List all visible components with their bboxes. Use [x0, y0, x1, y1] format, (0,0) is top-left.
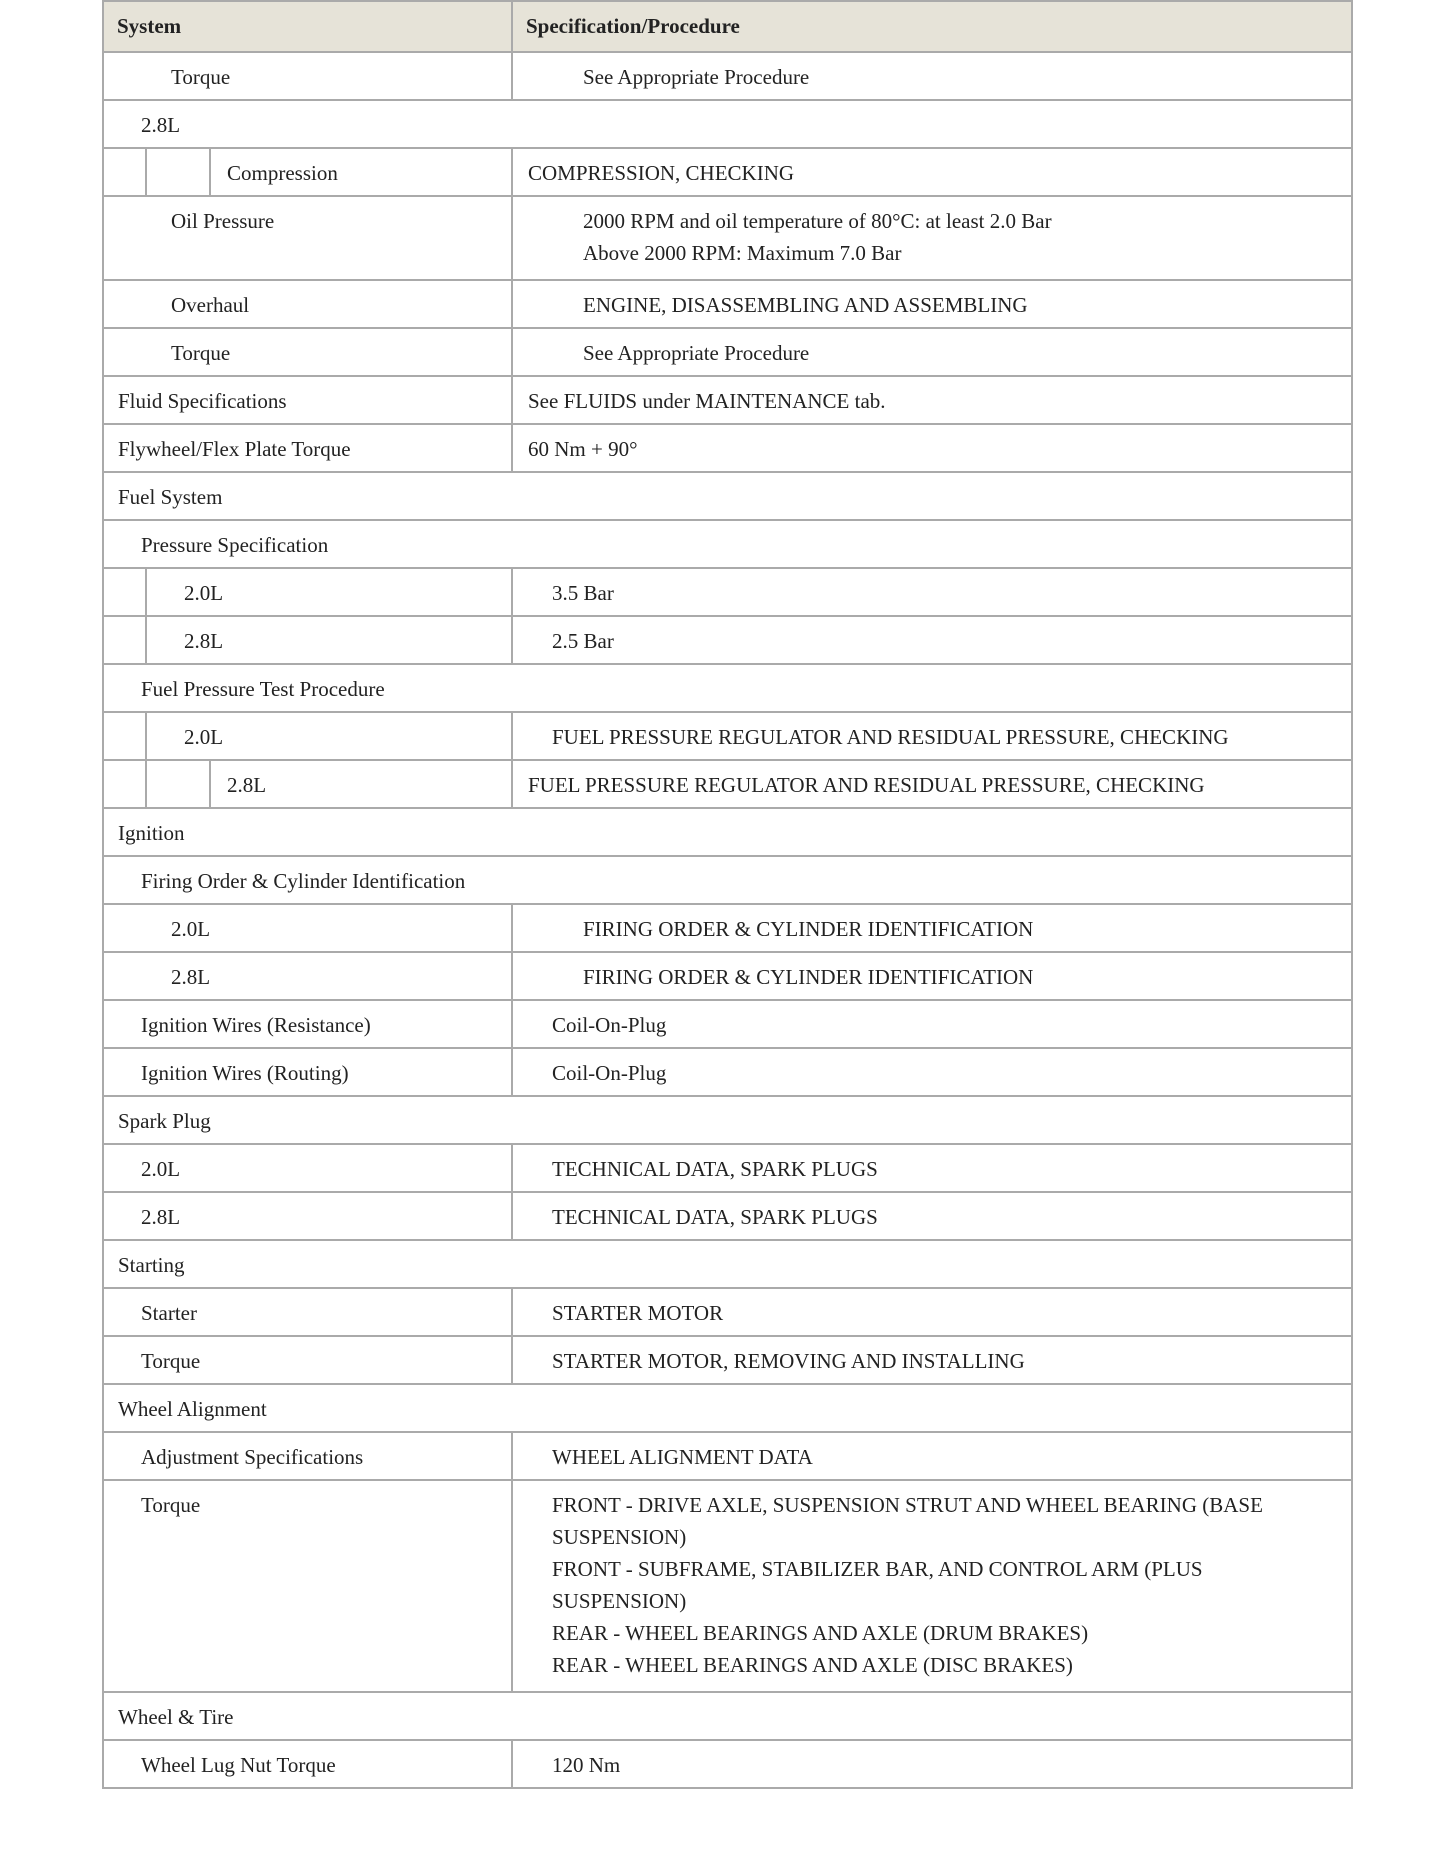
specification-text: REAR - WHEEL BEARINGS AND AXLE (DRUM BRAKES): [552, 1621, 1089, 1645]
specification-cell: [512, 148, 1352, 196]
specification-table: [102, 0, 1353, 1789]
system-label: 2.0L: [184, 725, 224, 749]
system-cell: [103, 1740, 512, 1788]
specification-text: FIRING ORDER & CYLINDER IDENTIFICATION: [583, 965, 1034, 989]
system-cell: [103, 376, 512, 424]
section-cell: [103, 1240, 1352, 1288]
specification-cell: [512, 1144, 1352, 1192]
specification-cell: [512, 952, 1352, 1000]
indent-box: [104, 761, 147, 807]
specification-cell: [512, 1336, 1352, 1384]
table-row: [103, 760, 1352, 808]
table-row: [103, 376, 1352, 424]
system-label: Flywheel/Flex Plate Torque: [118, 437, 351, 461]
table-header-row: [103, 1, 1352, 52]
table-row: [103, 616, 1352, 664]
system-cell: [103, 1048, 512, 1096]
system-cell: [103, 52, 512, 100]
section-label: Firing Order & Cylinder Identification: [141, 869, 466, 893]
specification-cell: [512, 1192, 1352, 1240]
specification-cell: [512, 1740, 1352, 1788]
section-label: Wheel Alignment: [118, 1397, 267, 1421]
specification-cell: [512, 424, 1352, 472]
specification-cell: [512, 904, 1352, 952]
section-cell: [103, 808, 1352, 856]
specification-text: 3.5 Bar: [552, 581, 614, 605]
system-label: Wheel Lug Nut Torque: [141, 1753, 336, 1777]
table-row: [103, 568, 1352, 616]
table-row: [103, 1432, 1352, 1480]
header-specification: Specification/Procedure: [512, 1, 1352, 52]
indent-box: [104, 617, 147, 663]
specification-cell: [512, 52, 1352, 100]
specification-text: 120 Nm: [552, 1753, 621, 1777]
table-row: [103, 1480, 1352, 1692]
system-cell: [103, 904, 512, 952]
specification-text: STARTER MOTOR, REMOVING AND INSTALLING: [552, 1349, 1025, 1373]
system-label: Ignition Wires (Resistance): [141, 1013, 371, 1037]
system-cell: [103, 568, 512, 616]
specification-text: 60 Nm + 90°: [528, 437, 638, 461]
system-cell: [103, 1432, 512, 1480]
section-label: Pressure Specification: [141, 533, 329, 557]
specification-text: REAR - WHEEL BEARINGS AND AXLE (DISC BRAKES): [552, 1653, 1073, 1677]
section-cell: [103, 856, 1352, 904]
table-row: [103, 424, 1352, 472]
section-label: Starting: [118, 1253, 185, 1277]
system-label: Fluid Specifications: [118, 389, 287, 413]
specification-text: Above 2000 RPM: Maximum 7.0 Bar: [583, 241, 902, 265]
specification-cell: [512, 1432, 1352, 1480]
specification-cell: [512, 280, 1352, 328]
system-label: 2.0L: [184, 581, 224, 605]
specification-text: Coil-On-Plug: [552, 1013, 667, 1037]
system-label: Adjustment Specifications: [141, 1445, 364, 1469]
section-row: [103, 1096, 1352, 1144]
table-row: [103, 1336, 1352, 1384]
section-cell: [103, 520, 1352, 568]
system-label: 2.8L: [227, 773, 267, 797]
specification-text: See FLUIDS under MAINTENANCE tab.: [528, 389, 886, 413]
specification-text: FIRING ORDER & CYLINDER IDENTIFICATION: [583, 917, 1034, 941]
table-row: [103, 280, 1352, 328]
section-row: [103, 1240, 1352, 1288]
system-cell: [103, 616, 512, 664]
system-cell: [103, 1144, 512, 1192]
section-label: 2.8L: [141, 113, 181, 137]
system-label: 2.0L: [141, 1157, 181, 1181]
table-row: [103, 1192, 1352, 1240]
section-cell: [103, 1096, 1352, 1144]
system-cell: [103, 196, 512, 280]
system-cell: [103, 760, 512, 808]
section-label: Ignition: [118, 821, 185, 845]
specification-text: ENGINE, DISASSEMBLING AND ASSEMBLING: [583, 293, 1028, 317]
system-label: Overhaul: [171, 293, 250, 317]
table-row: [103, 1144, 1352, 1192]
system-label: Compression: [227, 161, 338, 185]
system-cell: [103, 1192, 512, 1240]
specification-cell: [512, 760, 1352, 808]
section-cell: [103, 472, 1352, 520]
system-cell: [103, 712, 512, 760]
specification-cell: [512, 1480, 1352, 1692]
system-cell: [103, 1000, 512, 1048]
table-row: [103, 1000, 1352, 1048]
section-cell: [103, 1692, 1352, 1740]
system-cell: [103, 280, 512, 328]
section-cell: [103, 100, 1352, 148]
table-row: [103, 1048, 1352, 1096]
system-label: Ignition Wires (Routing): [141, 1061, 349, 1085]
specification-cell: [512, 712, 1352, 760]
specification-text: See Appropriate Procedure: [583, 65, 810, 89]
table-row: [103, 904, 1352, 952]
system-label: Torque: [171, 65, 231, 89]
system-cell: [103, 952, 512, 1000]
specification-cell: [512, 1288, 1352, 1336]
specification-text: STARTER MOTOR: [552, 1301, 724, 1325]
system-cell: [103, 1336, 512, 1384]
system-label: Torque: [141, 1349, 201, 1373]
indent-box: [147, 149, 211, 195]
specification-text: TECHNICAL DATA, SPARK PLUGS: [552, 1205, 878, 1229]
system-label: Torque: [141, 1493, 201, 1517]
section-row: [103, 1692, 1352, 1740]
specification-cell: [512, 376, 1352, 424]
table-row: [103, 328, 1352, 376]
system-label: 2.8L: [171, 965, 211, 989]
specification-text: 2000 RPM and oil temperature of 80°C: at least 2.0 Bar: [583, 209, 1052, 233]
specification-text: FUEL PRESSURE REGULATOR AND RESIDUAL PRESSURE, CHECKING: [552, 725, 1229, 749]
system-cell: [103, 1288, 512, 1336]
specification-text: FRONT - SUBFRAME, STABILIZER BAR, AND CONTROL ARM (PLUS SUSPENSION): [552, 1557, 1203, 1613]
system-label: Torque: [171, 341, 231, 365]
system-label: Starter: [141, 1301, 197, 1325]
section-row: [103, 856, 1352, 904]
section-label: Spark Plug: [118, 1109, 211, 1133]
section-cell: [103, 1384, 1352, 1432]
indent-box: [147, 761, 211, 807]
system-label: 2.0L: [171, 917, 211, 941]
section-cell: [103, 664, 1352, 712]
section-row: [103, 664, 1352, 712]
specification-cell: [512, 196, 1352, 280]
specification-text: WHEEL ALIGNMENT DATA: [552, 1445, 813, 1469]
specification-text: See Appropriate Procedure: [583, 341, 810, 365]
system-cell: [103, 424, 512, 472]
system-cell: [103, 328, 512, 376]
specification-cell: [512, 568, 1352, 616]
system-label: 2.8L: [184, 629, 224, 653]
table-row: [103, 196, 1352, 280]
system-label: 2.8L: [141, 1205, 181, 1229]
table-body: [103, 52, 1352, 1788]
table-row: [103, 1288, 1352, 1336]
specification-cell: [512, 1000, 1352, 1048]
section-row: [103, 472, 1352, 520]
section-row: [103, 100, 1352, 148]
indent-box: [104, 713, 147, 759]
specification-text: FUEL PRESSURE REGULATOR AND RESIDUAL PRESSURE, CHECKING: [528, 773, 1205, 797]
section-label: Wheel & Tire: [118, 1705, 234, 1729]
section-label: Fuel System: [118, 485, 223, 509]
table-row: [103, 712, 1352, 760]
specification-text: FRONT - DRIVE AXLE, SUSPENSION STRUT AND WHEEL BEARING (BASE SUSPENSION): [552, 1493, 1263, 1549]
system-cell: [103, 148, 512, 196]
system-cell: [103, 1480, 512, 1692]
specification-text: 2.5 Bar: [552, 629, 614, 653]
specification-text: Coil-On-Plug: [552, 1061, 667, 1085]
section-label: Fuel Pressure Test Procedure: [141, 677, 385, 701]
table-row: [103, 52, 1352, 100]
specification-cell: [512, 328, 1352, 376]
specification-cell: [512, 1048, 1352, 1096]
section-row: [103, 520, 1352, 568]
section-row: [103, 808, 1352, 856]
table-row: [103, 148, 1352, 196]
table-row: [103, 1740, 1352, 1788]
specification-text: TECHNICAL DATA, SPARK PLUGS: [552, 1157, 878, 1181]
system-label: Oil Pressure: [171, 209, 275, 233]
specification-text: COMPRESSION, CHECKING: [528, 161, 795, 185]
header-system: System: [103, 1, 512, 52]
table-row: [103, 952, 1352, 1000]
indent-box: [104, 569, 147, 615]
specification-cell: [512, 616, 1352, 664]
section-row: [103, 1384, 1352, 1432]
indent-box: [104, 149, 147, 195]
